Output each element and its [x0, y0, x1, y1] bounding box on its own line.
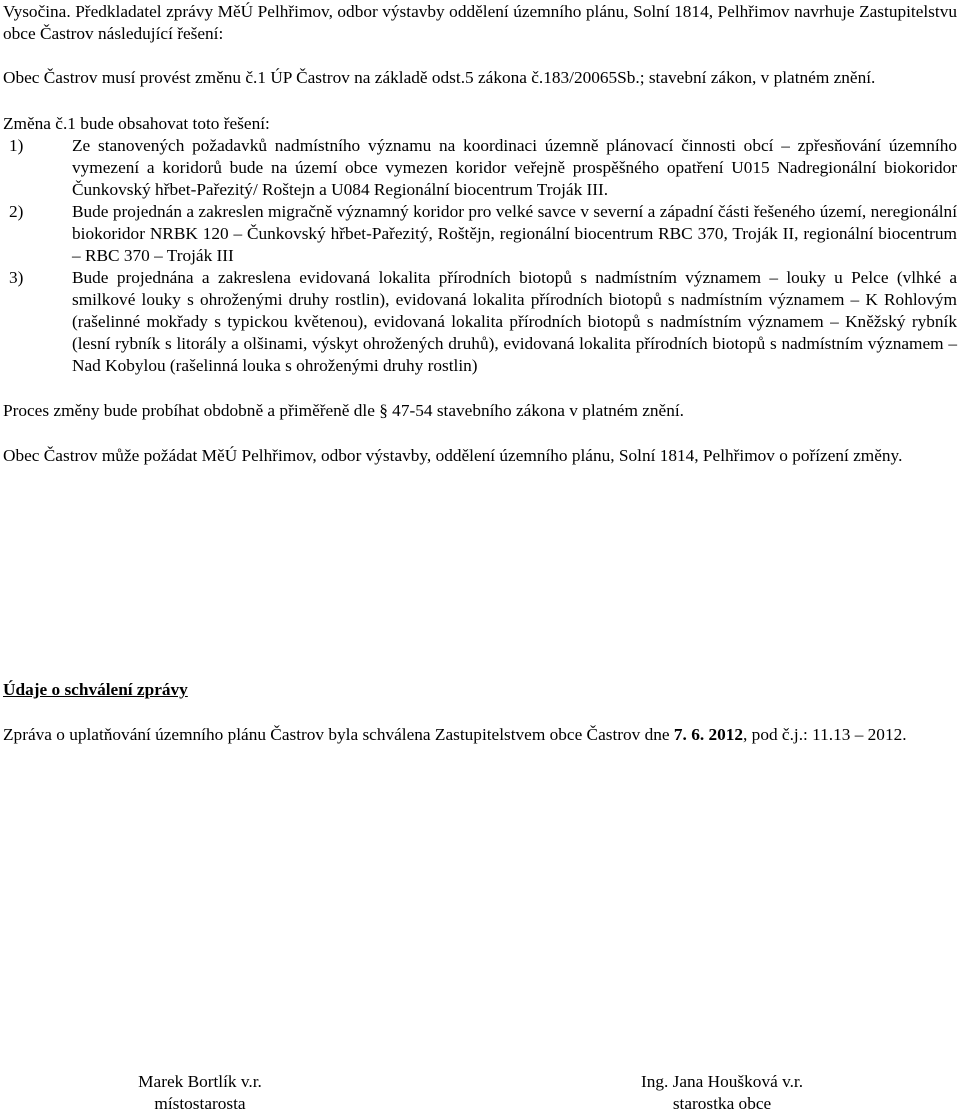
list-item — [3, 135, 957, 201]
list-item-number: 3) — [9, 268, 24, 287]
approval-text-after: , pod č.j.: 11.13 – 2012. — [743, 725, 907, 744]
signature-left — [115, 1071, 285, 1115]
list-item-number: 2) — [9, 202, 24, 221]
signer-name: Marek Bortlík v.r. — [138, 1072, 262, 1091]
list-item — [3, 201, 957, 267]
solution-list — [3, 135, 957, 377]
approval-heading: Údaje o schválení zprávy — [3, 680, 188, 699]
process-paragraph: Proces změny bude probíhat obdobně a přiměřeně dle § 47-54 stavebního zákona v platném znění. — [3, 401, 684, 420]
signer-role: starostka obce — [672, 1094, 772, 1113]
list-item — [3, 267, 957, 377]
approval-text-before: Zpráva o uplatňování územního plánu Častrov byla schválena Zastupitelstvem obce Častrov dne — [3, 725, 674, 744]
obligation-paragraph: Obec Častrov musí provést změnu č.1 ÚP Častrov na základě odst.5 zákona č.183/20065Sb.; stavební zákon, v platném znění. — [3, 68, 876, 87]
signer-name: Ing. Jana Houšková v.r. — [640, 1072, 804, 1091]
list-item-text: Ze stanovených požadavků nadmístního významu na koordinaci územně plánovací činnosti obcí – zpřesňování územního vymezení a koridorů bude na území obce vymezen koridor veřejně prospěšného opatření U015 Nadregionální biokoridor Čunkovský hřbet-Pařezitý/ Roštejn a U084 Regionální biocentrum Troják III. — [72, 136, 957, 199]
intro-paragraph: Vysočina. Předkladatel zprávy MěÚ Pelhřimov, odbor výstavby oddělení územního plánu, Solní 1814, Pelhřimov navrhuje Zastupitelstvu obce Častrov následující řešení: — [3, 2, 957, 43]
approval-date: 7. 6. 2012 — [673, 725, 744, 744]
change-heading: Změna č.1 bude obsahovat toto řešení: — [3, 114, 270, 133]
approval-paragraph — [3, 724, 957, 746]
signature-block — [0, 1071, 960, 1115]
signer-role: místostarosta — [154, 1094, 246, 1113]
list-item-text: Bude projednána a zakreslena evidovaná lokalita přírodních biotopů s nadmístním významem – louky u Pelce (vlhké a smilkové louky s ohroženými druhy rostlin), evidovaná lokalita přírodních biotopů s nadmístním významem – K Rohlovým (rašelinné mokřady s typickou květenou), evidovaná lokalita přírodních biotopů s nadmístním významem – Kněžský rybník (lesní rybník s litorály a olšinami, výskyt ohrožených druhů), evidovaná lokalita přírodních biotopů s nadmístním významem – Nad Kobylou (rašelinná louka s ohroženými druhy rostlin) — [72, 268, 957, 375]
list-item-text: Bude projednán a zakreslen migračně významný koridor pro velké savce v severní a západní části řešeného území, neregionální biokoridor NRBK 120 – Čunkovský hřbet-Pařezitý, Roštějn, regionální biocentrum RBC 370, Troják II, regionální biocentrum – RBC 370 – Troják III — [72, 202, 957, 265]
request-paragraph: Obec Častrov může požádat MěÚ Pelhřimov, odbor výstavby, oddělení územního plánu, Solní 1814, Pelhřimov o pořízení změny. — [3, 446, 903, 465]
list-item-number: 1) — [9, 136, 24, 155]
signature-right — [612, 1071, 832, 1115]
document-page — [3, 0, 957, 746]
